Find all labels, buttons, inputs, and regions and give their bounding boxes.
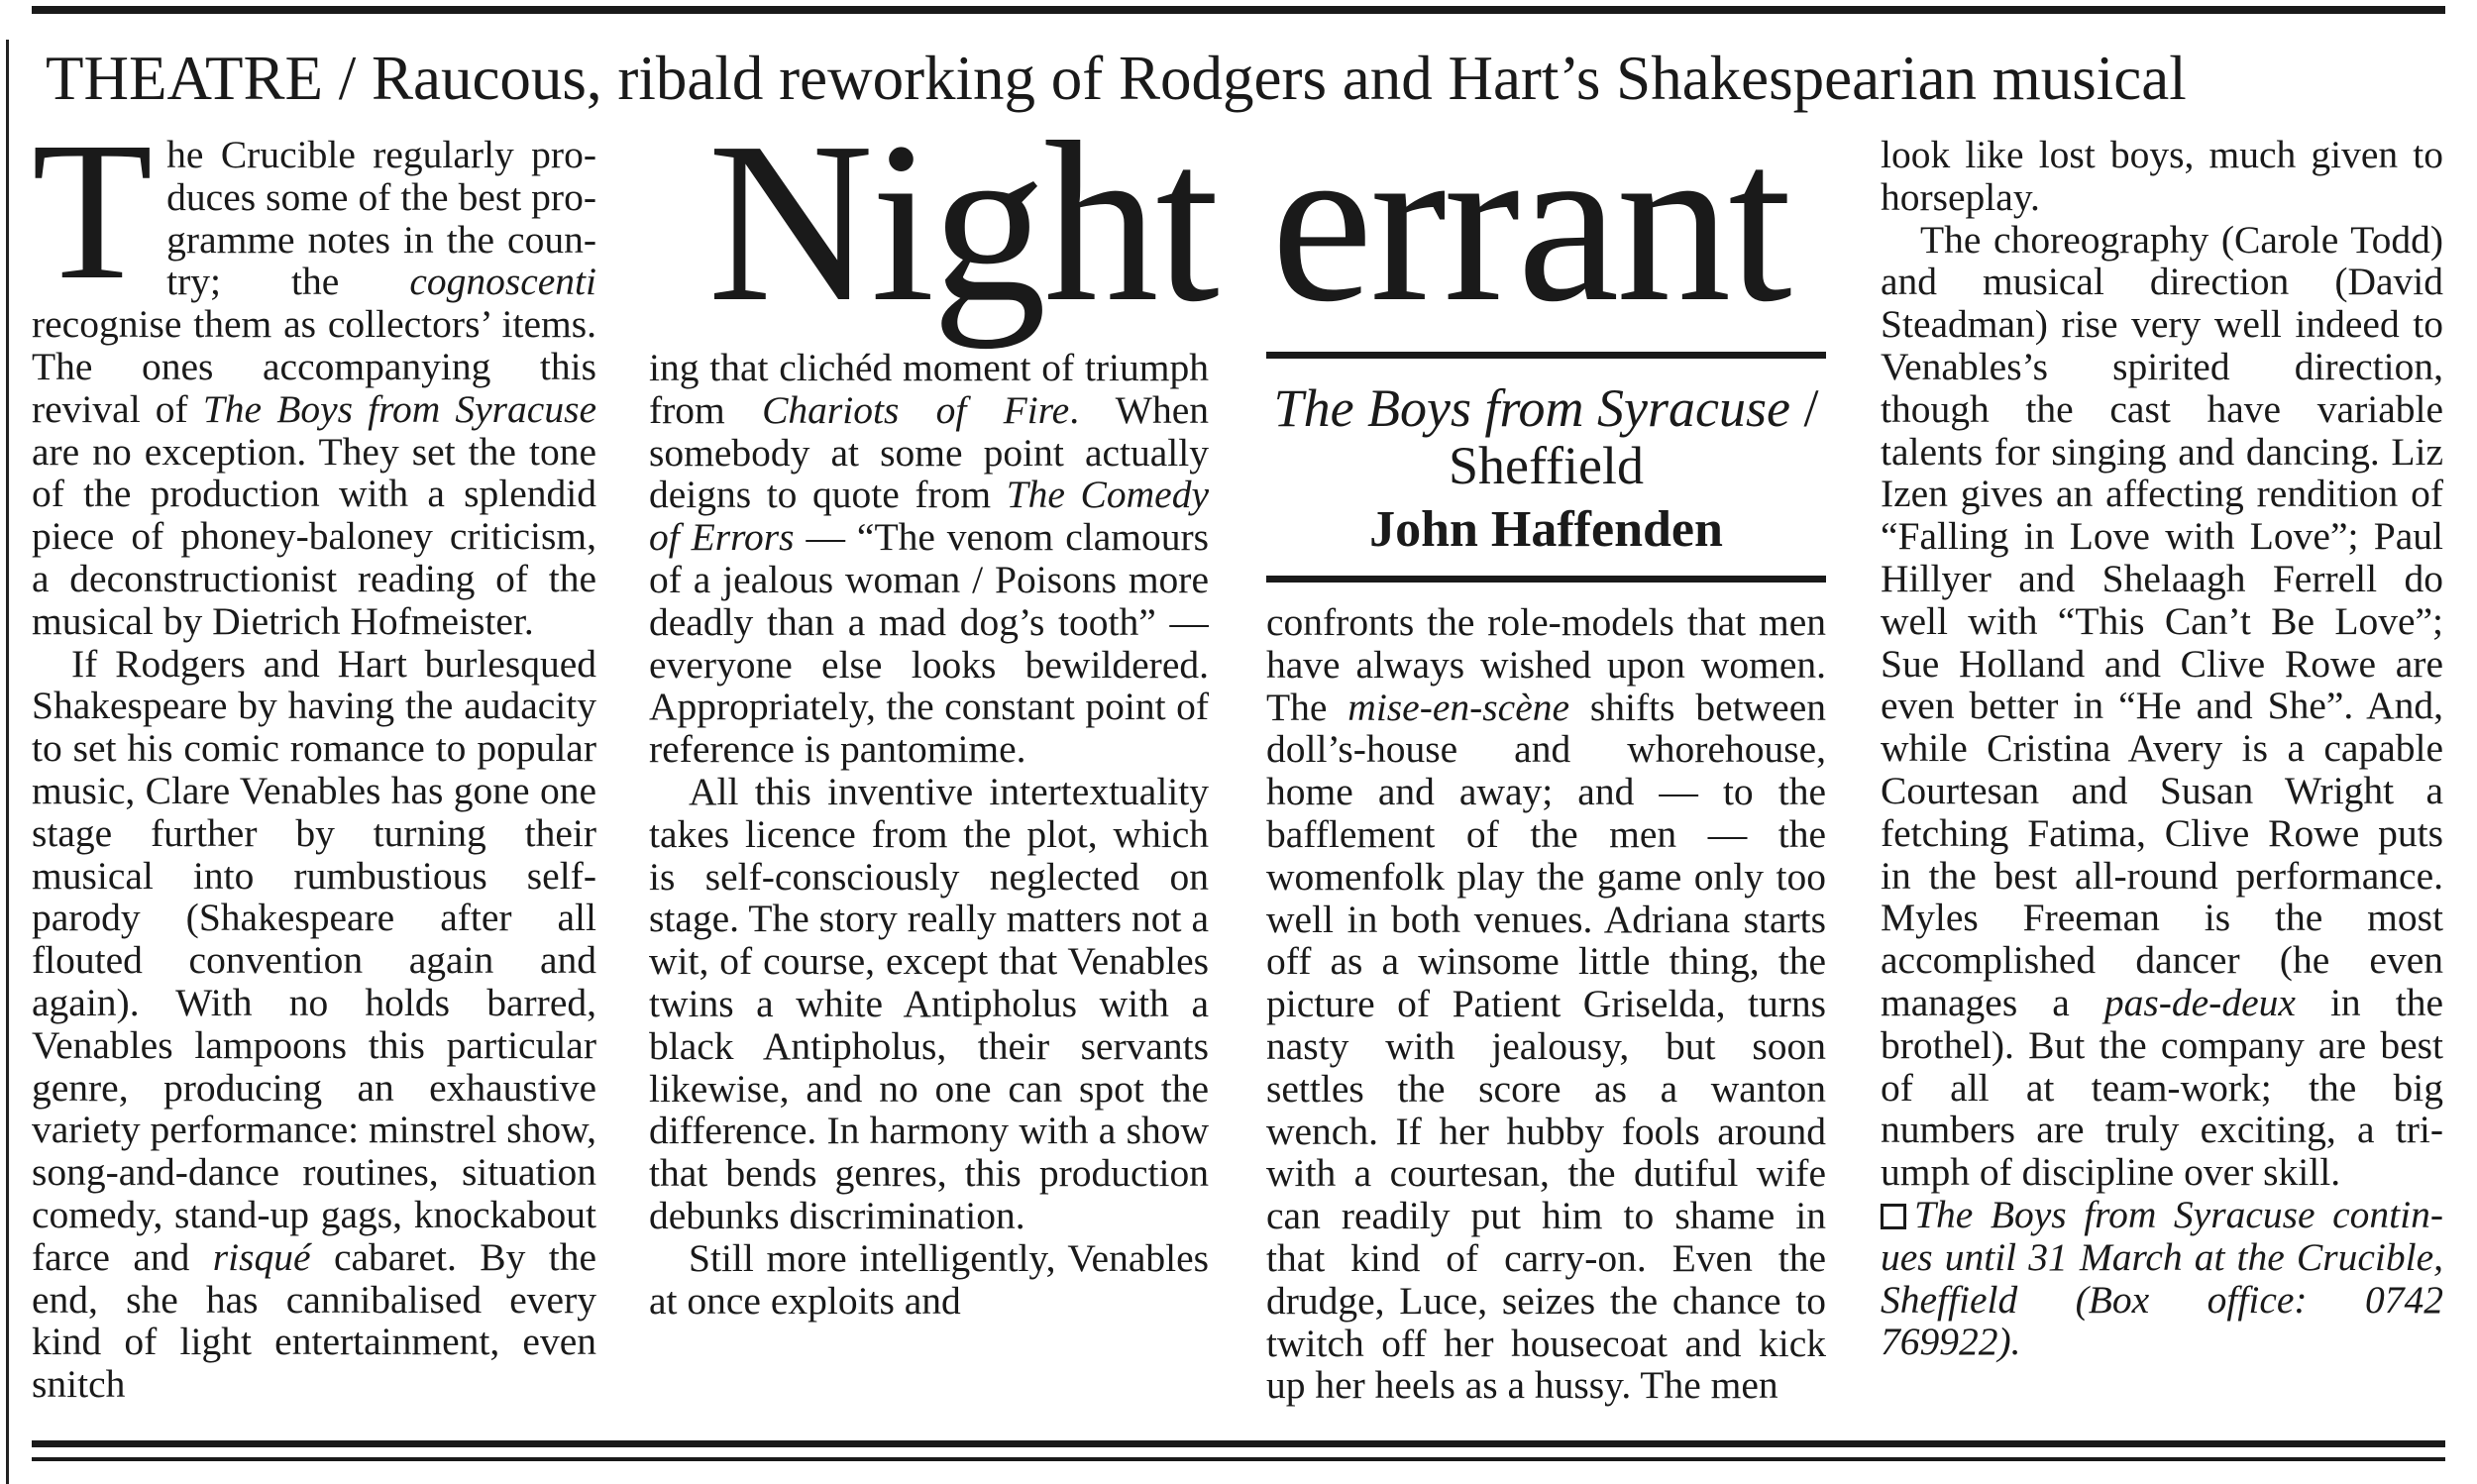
italic-run: risqué bbox=[212, 1234, 311, 1279]
byline-box bbox=[1266, 352, 1826, 584]
byline-bottom-rule bbox=[1266, 576, 1826, 583]
text-run: ing that clichéd moment of triumph from bbox=[649, 347, 1209, 432]
text-run: are no exception. They set the tone of the production with a splendid piece of phoney-baloney criticism, a deconstructionist reading of the musical by Dietrich Hofmeister. bbox=[32, 429, 596, 643]
text-run: — “The venom clamours of a jealous woman / Poisons more deadly than a mad dog’s tooth” — everyone else looks bewildered. Appropriately, the constant point of reference is pantomime. bbox=[649, 515, 1209, 772]
text-run: shifts between doll’s-house and whorehouse, home and away; and — to the bafflement of the men — the womenfolk play the game only too well in both venues. Adriana starts off as a winsome little thing, the picture of Patient Griselda, turns nasty with jealousy, but soon settles the score as a wanton wench. If her hubby fools around with a courtesan, the dutiful wife can readily put him to shame in that kind of carry-on. Even the drudge, Luce, seizes the chance to twitch off her housecoat and kick up her heels as a hussy. The men bbox=[1266, 685, 1826, 1408]
drop-cap: T bbox=[32, 134, 154, 321]
bottom-rule-thin bbox=[32, 1457, 2445, 1461]
article-column-3 bbox=[1266, 601, 1826, 1412]
text-run: . When somebody at some point actually deigns to quote from bbox=[649, 387, 1209, 517]
left-edge-line bbox=[6, 40, 9, 1484]
paragraph bbox=[649, 347, 1209, 771]
bottom-rule-thick bbox=[32, 1440, 2445, 1447]
article-column-4 bbox=[1881, 134, 2443, 1412]
italic-run: The Boys from Syracuse bbox=[202, 386, 596, 431]
kicker-headline: THEATRE / Raucous, ribald reworking of Rodgers and Hart’s Shakespearian musical bbox=[46, 44, 2187, 113]
text-run: The choreography (Carole Todd) and musical direction (David Steadman) rise very well indeed to Venables’s spirited direction, though the cast have variable talents for singing and dancing. Liz Izen gives an affecting rendition of “Falling in Love with Love”; Paul Hillyer and Shelaagh Ferrell do well with “This Can’t Be Love”; Sue Holland and Clive Rowe are even better in “He and She”. And, while Cristina Avery is a capable Courtesan and Susan Wright a fetching Fatima, Clive Rowe puts in the best all-round performance. Myles Freeman is the most accomplished dancer (he even manages a bbox=[1881, 217, 2443, 1024]
text-run: confronts the role-models that men have always wished upon women. The bbox=[1266, 601, 1826, 729]
italic-run: Chariots of Fire bbox=[762, 387, 1070, 432]
article-column-2 bbox=[649, 347, 1209, 1412]
byline-show bbox=[1266, 379, 1826, 494]
performance-info-text: The Boys from Syracuse continues until 31 March at the Crucible, Sheffield (Box office: 0742 769922). bbox=[1881, 1192, 2443, 1364]
paragraph: Still more intelligently, Venables at once exploits and bbox=[649, 1235, 1209, 1323]
text-run: If Rodgers and Hart burlesqued Shakespeare by having the audacity to set his comic romance to popular music, Clare Venables has gone one stage further by turning their musical into rumbustious self-parody (Shakespeare after all flouted convention again and again). With no holds barred, Venables lampoons this particular genre, producing an exhaustive variety performance: minstrel show, song-and-dance routines, situation comedy, stand-up gags, knockabout farce and bbox=[32, 641, 596, 1279]
paragraph bbox=[32, 134, 596, 643]
text-run: cabaret. By the end, she has cannibalised every kind of light entertainment, even snitch bbox=[32, 1234, 596, 1407]
byline-author: John Haffenden bbox=[1369, 501, 1723, 558]
byline-show-title: The Boys from Syracuse bbox=[1273, 378, 1790, 438]
paragraph: All this inventive intertextuality takes licence from the plot, which is self-consciously neglected on stage. The story really matters not a wit, of course, except that Venables twins a white Antipholus with a black Antipholus, their servants likewise, and no one can spot the difference. In harmony with a show that bends genres, this production debunks discrimination. bbox=[649, 769, 1209, 1237]
paragraph bbox=[1266, 601, 1826, 1407]
byline-show-location: / Sheffield bbox=[1449, 378, 1819, 495]
byline-top-rule bbox=[1266, 352, 1826, 359]
italic-run: cognoscenti bbox=[409, 260, 596, 304]
italic-run: The Comedy of Errors bbox=[649, 473, 1209, 560]
top-rule bbox=[32, 6, 2445, 14]
italic-run: mise-en-scène bbox=[1347, 685, 1570, 729]
paragraph bbox=[32, 643, 596, 1406]
text-run: in the brothel). But the company are best of all at team-work; the big numbers are truly exciting, a triumph of discipline over skill. bbox=[1881, 980, 2443, 1195]
performance-info bbox=[1881, 1194, 2443, 1363]
paragraph bbox=[1881, 219, 2443, 1194]
headline: Night errant bbox=[707, 95, 1789, 350]
paragraph: look like lost boys, much given to horseplay. bbox=[1881, 134, 2443, 219]
text-run: recognise them as collectors’ items. The ones accompanying this revival of bbox=[32, 302, 596, 431]
article-column-1 bbox=[32, 134, 596, 1412]
square-bullet-icon bbox=[1881, 1204, 1906, 1229]
italic-run: pas-de-deux bbox=[2103, 980, 2296, 1024]
text-run: he Crucible regularly produces some of the best programme notes in the country; the bbox=[166, 134, 596, 304]
